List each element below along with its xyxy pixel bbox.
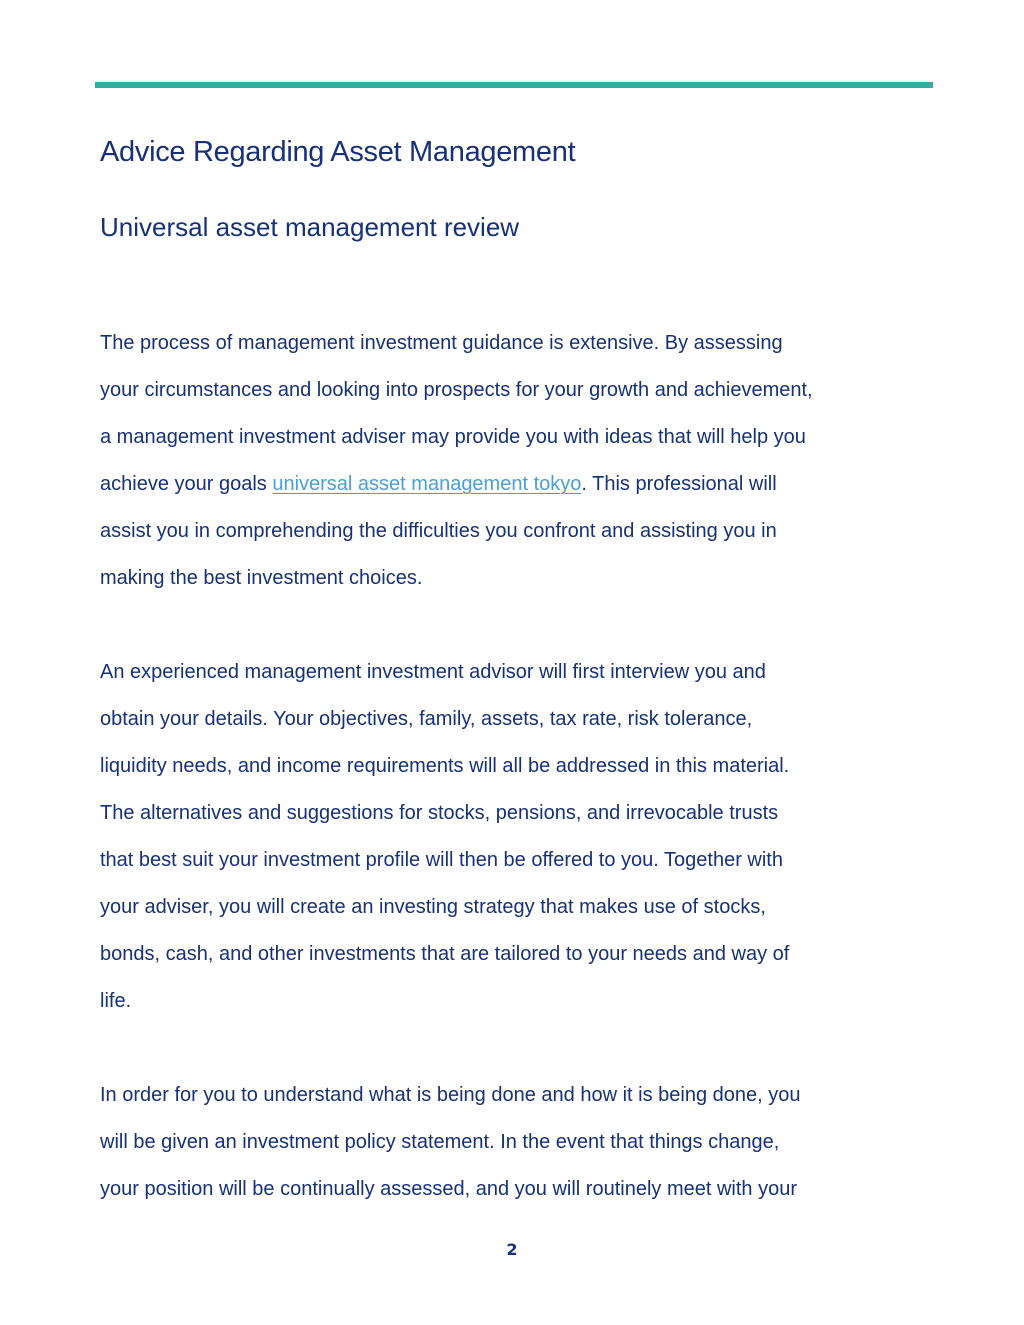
page-subtitle: Universal asset management review bbox=[100, 212, 520, 242]
paragraph-2 bbox=[100, 649, 950, 1025]
text-line: bonds, cash, and other investments that are tailored to your needs and way of bbox=[100, 943, 790, 965]
text-line: life. bbox=[100, 990, 132, 1012]
text-line: your position will be continually assessed, and you will routinely meet with your bbox=[100, 1178, 798, 1200]
text-line: will be given an investment policy statement. In the event that things change, bbox=[100, 1131, 780, 1153]
body-text bbox=[100, 320, 950, 1260]
text-line: your circumstances and looking into prospects for your growth and achievement, bbox=[100, 379, 813, 401]
link-prefix-text: achieve your goals bbox=[100, 473, 273, 495]
top-accent-rule bbox=[95, 82, 933, 88]
paragraph-3 bbox=[100, 1072, 950, 1213]
text-line: obtain your details. Your objectives, family, assets, tax rate, risk tolerance, bbox=[100, 708, 753, 730]
text-line: An experienced management investment advisor will first interview you and bbox=[100, 661, 766, 683]
text-line: assist you in comprehending the difficulties you confront and assisting you in bbox=[100, 520, 777, 542]
text-line: making the best investment choices. bbox=[100, 567, 423, 589]
text-line: liquidity needs, and income requirements will all be addressed in this material. bbox=[100, 755, 790, 777]
text-line: The process of management investment guidance is extensive. By assessing bbox=[100, 332, 783, 354]
text-line: a management investment adviser may provide you with ideas that will help you bbox=[100, 426, 806, 448]
page-number: 2 bbox=[506, 1240, 518, 1259]
text-line: The alternatives and suggestions for stocks, pensions, and irrevocable trusts bbox=[100, 802, 779, 824]
text-line: In order for you to understand what is being done and how it is being done, you bbox=[100, 1084, 801, 1106]
link-suffix-text: . This professional will bbox=[581, 473, 777, 495]
text-line: that best suit your investment profile will then be offered to you. Together with bbox=[100, 849, 783, 871]
universal-asset-management-tokyo-link[interactable]: universal asset management tokyo bbox=[272, 473, 582, 495]
text-line: your adviser, you will create an investing strategy that makes use of stocks, bbox=[100, 896, 766, 918]
paragraph-1 bbox=[100, 320, 950, 602]
text-line-with-link bbox=[100, 461, 950, 508]
page-title: Advice Regarding Asset Management bbox=[100, 136, 576, 168]
